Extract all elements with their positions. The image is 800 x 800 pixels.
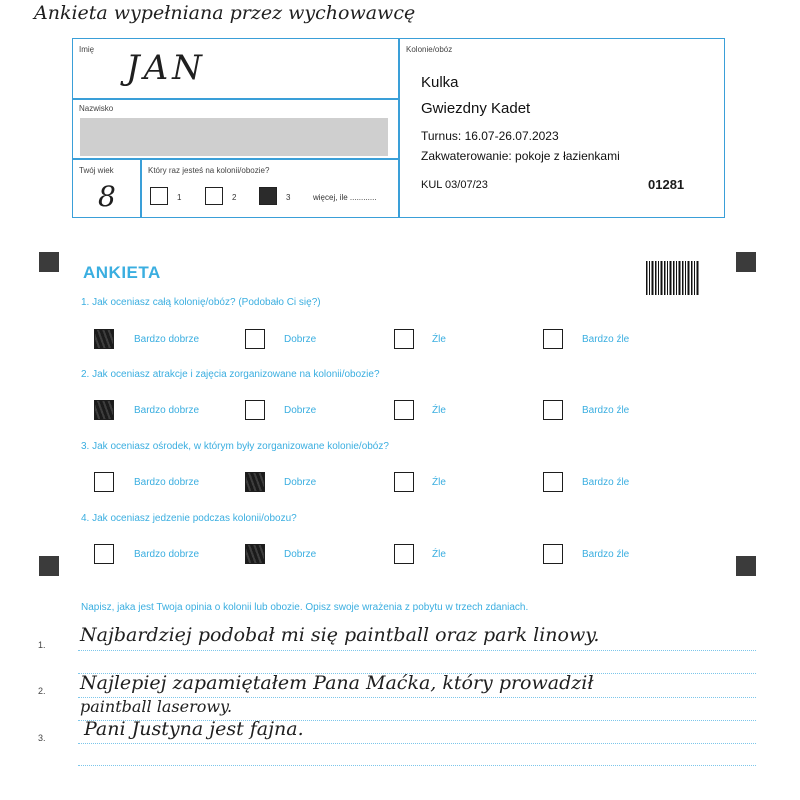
turnus: Turnus: 16.07-26.07.2023 xyxy=(421,129,559,143)
q1-label-zle: Źle xyxy=(432,334,446,345)
wiek-label: Twój wiek xyxy=(79,166,114,175)
q2-label-bardzo-zle: Bardzo źle xyxy=(582,405,630,416)
q2-checkbox-zle[interactable] xyxy=(394,400,414,420)
opinion-prompt: Napisz, jaka jest Twoja opinia o kolonii lub obozie. Opisz swoje wrażenia z pobytu w trzech zdaniach. xyxy=(81,602,529,613)
q3-label-zle: Źle xyxy=(432,477,446,488)
q2-checkbox-bardzo-zle[interactable] xyxy=(543,400,563,420)
q3-checkbox-zle[interactable] xyxy=(394,472,414,492)
q3-checkbox-bardzo-dobrze[interactable] xyxy=(94,472,114,492)
imie-label: Imię xyxy=(79,45,95,54)
times-checkbox-2[interactable] xyxy=(205,187,223,205)
q2-label-bardzo-dobrze: Bardzo dobrze xyxy=(134,405,200,416)
q4-label-zle: Źle xyxy=(432,549,446,560)
question-1-text: 1. Jak oceniasz całą kolonię/obóz? (Podobało Ci się?) xyxy=(81,297,321,308)
answer-3: Pani Justyna jest fajna. xyxy=(84,718,304,740)
answer-2-continued: paintball laserowy. xyxy=(80,697,233,716)
q2-label-dobrze: Dobrze xyxy=(284,405,317,416)
question-3-text: 3. Jak oceniasz ośrodek, w którym były zorganizowane kolonie/obóz? xyxy=(81,441,389,452)
q3-label-dobrze: Dobrze xyxy=(284,477,317,488)
kolonie-label: Kolonie/obóz xyxy=(406,45,453,54)
q1-checkbox-dobrze[interactable] xyxy=(245,329,265,349)
answer-line-3b xyxy=(78,765,756,766)
imie-value: JAN xyxy=(126,48,206,88)
times-label: Który raz jesteś na kolonii/obozie? xyxy=(148,166,270,175)
nazwisko-label: Nazwisko xyxy=(79,104,114,113)
q1-label-dobrze: Dobrze xyxy=(284,334,317,345)
times-checkbox-1[interactable] xyxy=(150,187,168,205)
q3-label-bardzo-zle: Bardzo źle xyxy=(582,477,630,488)
times-option-2: 2 xyxy=(232,193,237,202)
registration-marker-top-right xyxy=(736,252,756,272)
survey-title: ANKIETA xyxy=(83,263,161,282)
form-divider-wiek xyxy=(140,158,142,218)
q4-label-dobrze: Dobrze xyxy=(284,549,317,560)
q4-checkbox-bardzo-dobrze[interactable] xyxy=(94,544,114,564)
q2-label-zle: Źle xyxy=(432,405,446,416)
q4-label-bardzo-zle: Bardzo źle xyxy=(582,549,630,560)
line-number-2: 2. xyxy=(38,686,46,696)
q2-checkbox-dobrze[interactable] xyxy=(245,400,265,420)
line-number-3: 3. xyxy=(38,733,46,743)
q2-checkbox-bardzo-dobrze[interactable] xyxy=(94,400,114,420)
q4-label-bardzo-dobrze: Bardzo dobrze xyxy=(134,549,200,560)
times-more: więcej, ile ............ xyxy=(313,193,377,202)
wiek-value: 8 xyxy=(98,180,116,213)
redacted-surname xyxy=(80,118,388,156)
form-divider-main xyxy=(398,38,400,218)
answer-1: Najbardziej podobał mi się paintball oraz park linowy. xyxy=(80,624,600,646)
form-number: 01281 xyxy=(648,177,685,192)
q3-label-bardzo-dobrze: Bardzo dobrze xyxy=(134,477,200,488)
q1-checkbox-bardzo-zle[interactable] xyxy=(543,329,563,349)
q4-checkbox-zle[interactable] xyxy=(394,544,414,564)
q1-checkbox-bardzo-dobrze[interactable] xyxy=(94,329,114,349)
zakwaterowanie: Zakwaterowanie: pokoje z łazienkami xyxy=(421,149,620,163)
q3-checkbox-dobrze[interactable] xyxy=(245,472,265,492)
registration-marker-bottom-right xyxy=(736,556,756,576)
line-number-1: 1. xyxy=(38,640,46,650)
answer-line-1 xyxy=(78,650,756,651)
q1-label-bardzo-zle: Bardzo źle xyxy=(582,334,630,345)
q1-checkbox-zle[interactable] xyxy=(394,329,414,349)
registration-marker-top-left xyxy=(39,252,59,272)
times-option-1: 1 xyxy=(177,193,182,202)
q4-checkbox-dobrze[interactable] xyxy=(245,544,265,564)
q4-checkbox-bardzo-zle[interactable] xyxy=(543,544,563,564)
header-note: Ankieta wypełniana przez wychowawcę xyxy=(34,2,416,24)
kolonie-program: Gwiezdny Kadet xyxy=(421,100,531,117)
times-checkbox-3[interactable] xyxy=(259,187,277,205)
form-divider-nazwisko xyxy=(72,158,399,160)
kolonie-name: Kulka xyxy=(421,74,459,91)
q1-label-bardzo-dobrze: Bardzo dobrze xyxy=(134,334,200,345)
code: KUL 03/07/23 xyxy=(421,179,488,191)
registration-marker-bottom-left xyxy=(39,556,59,576)
question-4-text: 4. Jak oceniasz jedzenie podczas kolonii/obozu? xyxy=(81,513,297,524)
times-option-3: 3 xyxy=(286,193,291,202)
form-divider-imie xyxy=(72,98,399,100)
barcode xyxy=(646,261,700,295)
answer-line-3 xyxy=(78,743,756,744)
question-2-text: 2. Jak oceniasz atrakcje i zajęcia zorganizowane na kolonii/obozie? xyxy=(81,369,380,380)
answer-2: Najlepiej zapamiętałem Pana Maćka, który prowadził xyxy=(80,672,594,694)
q3-checkbox-bardzo-zle[interactable] xyxy=(543,472,563,492)
